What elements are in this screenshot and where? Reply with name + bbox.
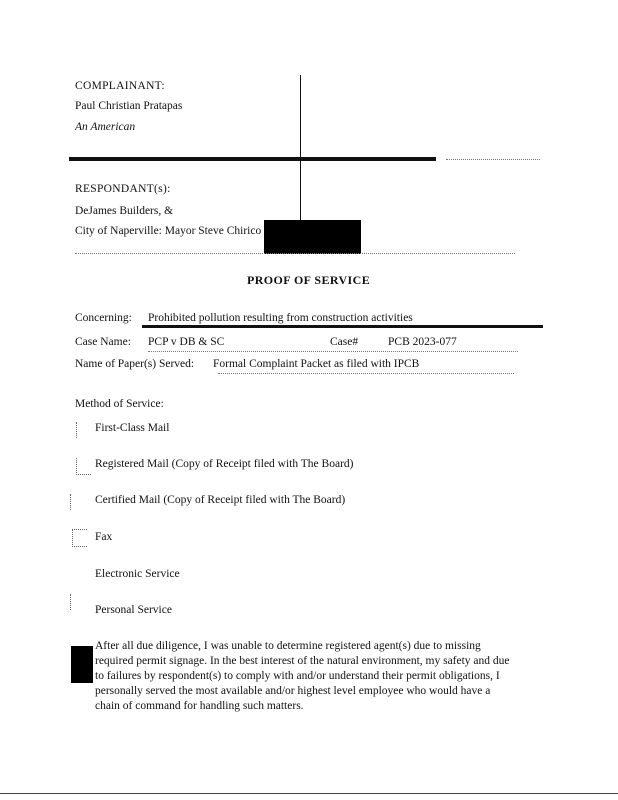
caption-vertical-rule [300,75,301,225]
footer-rule [0,793,618,794]
checkbox-registered[interactable] [76,458,91,475]
concerning-value: Prohibited pollution resulting from construction activities [148,312,413,324]
complainant-heading: COMPLAINANT: [75,80,165,92]
method-option-first-class: First-Class Mail [95,422,170,434]
respondents-heading: RESPONDANT(s): [75,183,171,195]
diligence-line: chain of command for handling such matters. [95,700,304,712]
checkbox-fax[interactable] [72,529,87,547]
paper-served-value: Formal Complaint Packet as filed with IPCB [213,358,420,370]
case-name-label: Case Name: [75,336,131,348]
case-number-label: Case# [330,336,359,348]
document-title: PROOF OF SERVICE [247,273,371,287]
case-name-value: PCP v DB & SC [148,336,225,348]
diligence-line: After all due diligence, I was unable to determine registered agent(s) due to missing [95,640,481,652]
concerning-rule [142,325,543,328]
method-option-registered: Registered Mail (Copy of Receipt filed with The Board) [95,458,354,470]
diligence-line: required permit signage. In the best interest of the natural environment, my safety and due [95,655,510,667]
checkbox-first-class[interactable] [76,422,91,438]
diligence-line: to failures by respondent(s) to comply with and/or understand their permit obligations, I [95,670,500,682]
paper-line-dots [218,373,514,374]
redaction-block [264,220,361,254]
checkbox-diligence-filled[interactable] [71,646,93,683]
diligence-line: personally served the most available and/or highest level employee who would have a [95,685,491,697]
respondent-line-1: DeJames Builders, & [75,205,174,217]
method-option-certified: Certified Mail (Copy of Receipt filed with The Board) [95,494,346,506]
method-heading: Method of Service: [75,398,164,410]
complainant-name: Paul Christian Pratapas [75,100,183,112]
concerning-label: Concerning: [75,312,132,324]
case-line-dots [148,351,518,352]
method-option-fax: Fax [95,531,113,543]
diligence-paragraph [95,639,550,714]
caption-rule-extension [446,159,540,160]
method-option-personal: Personal Service [95,604,172,616]
complainant-descriptor: An American [75,121,136,133]
case-number-value: PCB 2023-077 [388,336,457,348]
paper-served-label: Name of Paper(s) Served: [75,358,195,370]
caption-horizontal-rule [69,157,436,161]
checkbox-certified[interactable] [70,494,85,510]
checkbox-personal[interactable] [70,594,85,610]
caption-bottom-dots [75,253,515,254]
method-option-electronic: Electronic Service [95,568,180,580]
respondent-line-2: City of Naperville: Mayor Steve Chirico [75,225,262,237]
